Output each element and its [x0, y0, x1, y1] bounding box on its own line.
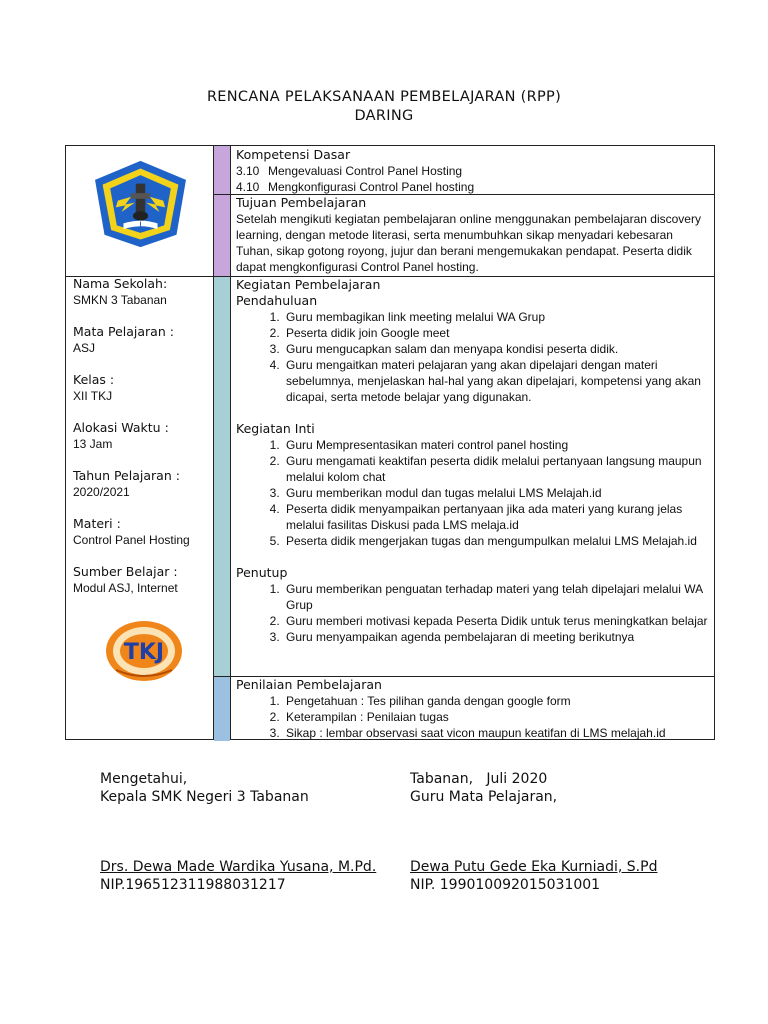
principal-nip: NIP.196512311988031217: [100, 877, 286, 893]
competency-item: 3.10 Mengevaluasi Control Panel Hosting: [236, 164, 463, 178]
list-item: 1. Guru membagikan link meeting melalui WA Grup: [283, 309, 708, 325]
competency-item: 4.10 Mengkonfigurasi Control Panel hosting: [236, 180, 475, 194]
list-item: 2. Peserta didik join Google meet: [283, 325, 708, 341]
identity-panel: [73, 276, 213, 612]
objectives-section: [236, 195, 708, 275]
intro-list: [236, 309, 708, 405]
class-label: Kelas :: [73, 372, 115, 387]
signature-left-line2: Kepala SMK Negeri 3 Tabanan: [100, 789, 309, 805]
list-item: 1. Guru memberikan penguatan terhadap materi yang telah dipelajari melalui WA Grup: [283, 581, 708, 613]
list-item: 2. Keterampilan : Penilaian tugas: [283, 709, 708, 725]
list-item: 4. Peserta didik menyampaikan pertanyaan jika ada materi yang kurang jelas melalui fasilitas Diskusi pada LMS melaja.id: [283, 501, 708, 533]
learning-source: Modul ASJ, Internet: [73, 581, 178, 595]
assessment-list: [236, 693, 708, 741]
core-list: [236, 437, 708, 549]
competency-section: [236, 147, 708, 195]
intro-heading: Pendahuluan: [236, 293, 318, 308]
rpp-table: [65, 145, 715, 740]
list-item: 2. Guru mengamati keaktifan peserta didik melalui pertanyaan langsung maupun melalui kolom chat: [283, 453, 708, 485]
class: XII TKJ: [73, 389, 113, 403]
color-strip: [214, 676, 230, 741]
material: Control Panel Hosting: [73, 533, 190, 547]
teacher-name: Dewa Putu Gede Eka Kurniadi, S.Pd: [410, 859, 658, 875]
learning-source-label: Sumber Belajar :: [73, 564, 178, 579]
school-year-label: Tahun Pelajaran :: [73, 468, 180, 483]
tkj-logo-text: TKJ: [123, 640, 165, 665]
activities-heading: Kegiatan Pembelajaran: [236, 277, 381, 292]
list-item: 2. Guru memberi motivasi kepada Peserta Didik untuk terus meningkatkan belajar: [283, 613, 708, 629]
document-subtitle: DARING: [354, 108, 414, 124]
material-label: Materi :: [73, 516, 121, 531]
list-item: 4. Guru mengaitkan materi pelajaran yang akan dipelajari dengan materi sebelumnya, menjelaskan hal-hal yang akan dipelajari, kompetensi yang akan dicapai, serta metode belajar yang digunakan.: [283, 357, 708, 405]
time-allocation-label: Alokasi Waktu :: [73, 420, 169, 435]
list-item: 3. Guru memberikan modul dan tugas melalui LMS Melajah.id: [283, 485, 708, 501]
tkj-logo: [104, 618, 184, 684]
time-allocation: 13 Jam: [73, 437, 113, 451]
color-strip: [214, 146, 230, 194]
assessment-heading: Penilaian Pembelajaran: [236, 677, 382, 692]
subject-label: Mata Pelajaran :: [73, 324, 174, 339]
activities-section: [236, 277, 708, 645]
list-item: 3. Guru menyampaikan agenda pembelajaran di meeting berikutnya: [283, 629, 708, 645]
list-item: 1. Guru Mempresentasikan materi control panel hosting: [283, 437, 708, 453]
subject: ASJ: [73, 341, 96, 355]
objectives-text: Setelah mengikuti kegiatan pembelajaran online menggunakan pembelajaran discovery learning, dengan metode literasi, serta menumbuhkan sikap menyadari kebesaran Tuhan, sikap gotong royong, jujur dan berani mengemukakan pendapat. Peserta didik dapat mengkonfigurasi Control Panel hosting.: [236, 212, 701, 274]
signature-right-line2: Guru Mata Pelajaran,: [410, 789, 558, 805]
list-item: 1. Pengetahuan : Tes pilihan ganda dengan google form: [283, 693, 708, 709]
list-item: 5. Peserta didik mengerjakan tugas dan mengumpulkan melalui LMS Melajah.id: [283, 533, 708, 549]
signature-left: [100, 770, 309, 806]
teacher-nip: NIP. 199010092015031001: [410, 877, 601, 893]
document-title: RENCANA PELAKSANAAN PEMBELAJARAN (RPP): [206, 89, 562, 105]
school-name-label: Nama Sekolah:: [73, 276, 168, 291]
list-item: 3. Sikap : lembar observasi saat vicon maupun keatifan di LMS melajah.id: [283, 725, 708, 741]
list-item: 3. Guru mengucapkan salam dan menyapa kondisi peserta didik.: [283, 341, 708, 357]
school-logo: [93, 159, 188, 249]
closing-heading: Penutup: [236, 565, 288, 580]
assessment-section: [236, 677, 708, 741]
column-divider: [230, 146, 231, 739]
signature-right-line1: Tabanan, Juli 2020: [410, 771, 548, 787]
objectives-heading: Tujuan Pembelajaran: [236, 195, 367, 210]
signature-right-identity: [410, 858, 657, 894]
principal-name: Drs. Dewa Made Wardika Yusana, M.Pd.: [100, 859, 377, 875]
signature-left-identity: [100, 858, 376, 894]
closing-list: [236, 581, 708, 645]
signature-left-line1: Mengetahui,: [100, 771, 188, 787]
school-name: SMKN 3 Tabanan: [73, 293, 167, 307]
signature-right: [410, 770, 557, 806]
school-year: 2020/2021: [73, 485, 130, 499]
competency-heading: Kompetensi Dasar: [236, 147, 351, 162]
color-strip: [214, 276, 230, 676]
core-heading: Kegiatan Inti: [236, 421, 315, 436]
color-strip: [214, 194, 230, 276]
